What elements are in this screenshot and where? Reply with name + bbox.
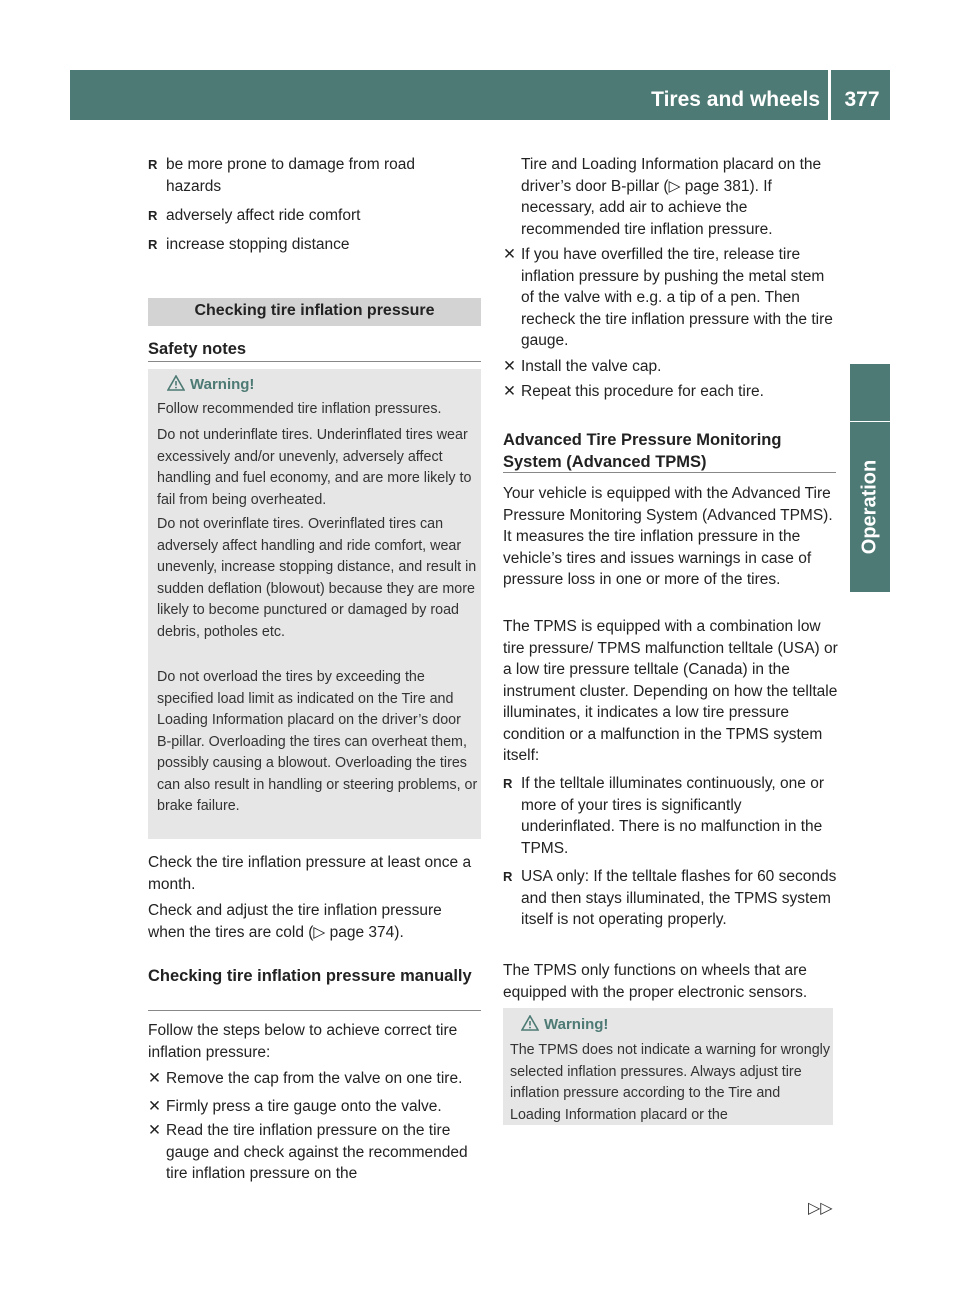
tpms-heading: Advanced Tire Pressure Monitoring System (Advanced TPMS) <box>503 431 782 471</box>
warning-paragraph: Do not underinflate tires. Underinflated tires wear excessively and/or unevenly, adversely affect handling and fuel economy, and are more likely to fail from being overheated. <box>157 427 472 508</box>
list-item: R If the telltale illuminates continuously, one or more of your tires is significantly underinflated. There is no malfunction in the TPMS. <box>503 775 824 857</box>
step-item: ✕ If you have overfilled the tire, release tire inflation pressure by pushing the metal stem of the valve with e.g. a tip of a pen. Then recheck the tire inflation pressure with the tire gauge. <box>503 246 833 349</box>
step-item: ✕ Read the tire inflation pressure on the tire gauge and check against the recommended tire inflation pressure on the <box>148 1122 468 1182</box>
side-block <box>850 364 890 421</box>
paragraph: Check the tire inflation pressure at least once a month. <box>148 854 472 893</box>
step-arrow-icon: ✕ <box>148 1122 161 1139</box>
continue-icon: ▷▷ <box>808 1200 833 1217</box>
divider <box>148 361 481 362</box>
step-arrow-icon: ✕ <box>503 383 516 400</box>
safety-notes-heading: Safety notes <box>148 340 247 358</box>
manual-check-heading: Checking tire inflation pressure manually <box>148 967 472 985</box>
warning-triangle-icon <box>167 375 185 391</box>
step-item: ✕ Install the valve cap. <box>503 356 836 378</box>
warning-title: Warning! <box>544 1016 609 1033</box>
bullet-r-icon: R <box>148 237 158 252</box>
bullet-r-icon: R <box>503 869 513 884</box>
paragraph: The TPMS is equipped with a combination low tire pressure/ TPMS malfunction telltale (USA) or a low tire pressure telltale (Canada) in the instrument cluster. Depending on how the telltale illuminates, it indicates a low tire pressure condition or a malfunction in the TPMS system itself: <box>503 618 838 764</box>
header-section-title: Tires and wheels <box>651 88 820 111</box>
list-item: R increase stopping distance <box>148 234 448 256</box>
list-item: R be more prone to damage from road hazards <box>148 156 415 195</box>
step-arrow-icon: ✕ <box>148 1070 161 1087</box>
step-arrow-icon: ✕ <box>503 246 516 263</box>
step-item: ✕ Remove the cap from the valve on one tire. <box>148 1068 484 1090</box>
bullet-r-icon: R <box>503 776 513 791</box>
paragraph: Check and adjust the tire inflation pressure when the tires are cold (▷ page 374). <box>148 902 442 941</box>
paragraph: Tire and Loading Information placard on the driver’s door B-pillar (▷ page 381). If necessary, add air to achieve the recommended tire inflation pressure. <box>521 156 822 238</box>
step-arrow-icon: ✕ <box>148 1098 161 1115</box>
step-item: ✕ Firmly press a tire gauge onto the valve. <box>148 1096 484 1118</box>
step-item: ✕ Repeat this procedure for each tire. <box>503 381 836 403</box>
list-item: R adversely affect ride comfort <box>148 205 448 227</box>
divider <box>503 472 836 473</box>
page-number: 377 <box>844 88 880 111</box>
bullet-r-icon: R <box>148 208 158 223</box>
paragraph: The TPMS only functions on wheels that are equipped with the proper electronic sensors. <box>503 962 808 1001</box>
warning-paragraph: Do not overload the tires by exceeding the specified load limit as indicated on the Tire and Loading Information placard on the driver’s door B-pillar. Overloading the tires can overheat them, possibly causing a blowout. Overloading the tires can also result in handling or steering problems, or brake failure. <box>157 669 478 814</box>
section-title: Checking tire inflation pressure <box>148 298 481 326</box>
list-item: R USA only: If the telltale flashes for 60 seconds and then stays illuminated, the TPMS system itself is not operating properly. <box>503 868 837 928</box>
bullet-r-icon: R <box>148 157 158 172</box>
divider <box>148 1010 481 1011</box>
warning-triangle-icon <box>521 1015 539 1031</box>
warning-paragraph: Do not overinflate tires. Overinflated tires can adversely affect handling and ride comfort, wear unevenly, increase stopping distance, and result in sudden deflation (blowout) because they are more likely to become punctured or damaged by road debris, potholes etc. <box>157 516 477 640</box>
side-tab-label: Operation <box>858 459 881 555</box>
step-arrow-icon: ✕ <box>503 358 516 375</box>
warning-paragraph: The TPMS does not indicate a warning for wrongly selected inflation pressures. Always adjust tire inflation pressure according to the Tire and Loading Information placard or the <box>510 1042 830 1123</box>
header-divider <box>828 70 831 120</box>
paragraph: Follow the steps below to achieve correct tire inflation pressure: <box>148 1022 458 1061</box>
warning-title: Warning! <box>190 376 255 393</box>
warning-paragraph: Follow recommended tire inflation pressures. <box>157 401 442 417</box>
paragraph: Your vehicle is equipped with the Advanced Tire Pressure Monitoring System (Advanced TPMS). It measures the tire inflation pressure in the vehicle’s tires and issues warnings in case of pressure loss in one or more of the tires. <box>503 485 833 588</box>
